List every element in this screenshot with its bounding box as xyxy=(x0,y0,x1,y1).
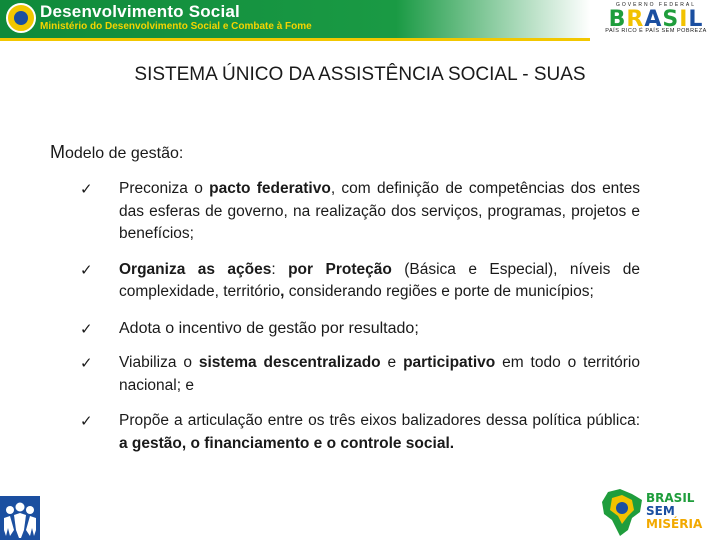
bsm-line-3: MISÉRIA xyxy=(646,517,703,531)
bullet-text: Preconiza o xyxy=(119,180,210,197)
brasil-motto: PAÍS RICO É PAÍS SEM POBREZA xyxy=(605,28,707,34)
list-item xyxy=(80,410,640,455)
bullet-emphasis: a gestão, o financiamento e o controle social. xyxy=(119,434,455,452)
checkmark-icon: ✓ xyxy=(80,319,93,338)
bullet-text: , com definição de competências dos entes das esferas de governo, na realização dos serviços, programas, projetos e benefícios; xyxy=(119,180,640,242)
brasil-sem-miseria-logo xyxy=(596,484,720,540)
subtitle-rest: odelo de gestão: xyxy=(65,145,184,162)
bsm-line-1: BRASIL xyxy=(646,491,695,505)
brasil-letter: R xyxy=(626,7,645,32)
brasil-letter: I xyxy=(679,7,689,32)
brasil-government-logo xyxy=(600,2,712,36)
brasil-letter: B xyxy=(608,7,627,32)
checkmark-icon: ✓ xyxy=(80,260,93,279)
brasil-letter: L xyxy=(688,7,704,32)
brasil-letter: S xyxy=(662,7,680,32)
gov-label: GOVERNO FEDERAL xyxy=(615,2,696,8)
list-item xyxy=(80,178,640,246)
bullet-list xyxy=(80,178,640,455)
bullet-text: Adota o incentivo de gestão por resultado; xyxy=(119,319,419,337)
bullet-emphasis: Organiza as ações xyxy=(119,260,272,278)
bullet-emphasis: , xyxy=(280,283,285,300)
bullet-emphasis: sistema descentralizado xyxy=(198,354,381,371)
list-item xyxy=(80,352,640,397)
slide-title: SISTEMA ÚNICO DA ASSISTÊNCIA SOCIAL - SUAS xyxy=(134,64,586,85)
bullet-emphasis: por Proteção xyxy=(288,260,392,278)
checkmark-icon: ✓ xyxy=(80,412,93,430)
bullet-text: : xyxy=(271,260,289,278)
slide-subtitle xyxy=(50,142,183,163)
ministry-logo-icon xyxy=(6,3,36,33)
bsm-line-2: SEM xyxy=(646,504,675,518)
checkmark-icon: ✓ xyxy=(80,180,93,198)
bullet-emphasis: participativo xyxy=(403,354,496,371)
ministry-name: Desenvolvimento Social xyxy=(40,2,240,21)
brasil-letter: A xyxy=(644,7,663,32)
bullet-text: e xyxy=(380,354,404,371)
header-divider xyxy=(0,38,590,41)
brazil-map-icon xyxy=(598,486,646,538)
ministry-subtitle: Ministério do Desenvolvimento Social e Combate à Fome xyxy=(40,21,312,32)
bullet-emphasis: pacto federativo xyxy=(209,180,331,197)
bullet-text: considerando regiões e porte de municípios; xyxy=(284,283,594,300)
list-item xyxy=(80,318,640,341)
bullet-text: em todo o território nacional; e xyxy=(119,354,640,394)
bsm-wordmark xyxy=(646,492,702,531)
people-icon xyxy=(0,496,40,540)
people-icon-graphic xyxy=(0,496,40,540)
bullet-text: Propõe a articulação entre os três eixos balizadores dessa política pública: xyxy=(119,412,640,429)
subtitle-initial: M xyxy=(50,142,65,162)
checkmark-icon: ✓ xyxy=(80,354,93,372)
list-item xyxy=(80,259,640,304)
bullet-text: (Básica e Especial), níveis de complexidade, território xyxy=(119,260,640,300)
bullet-text: Viabiliza o xyxy=(119,354,199,371)
